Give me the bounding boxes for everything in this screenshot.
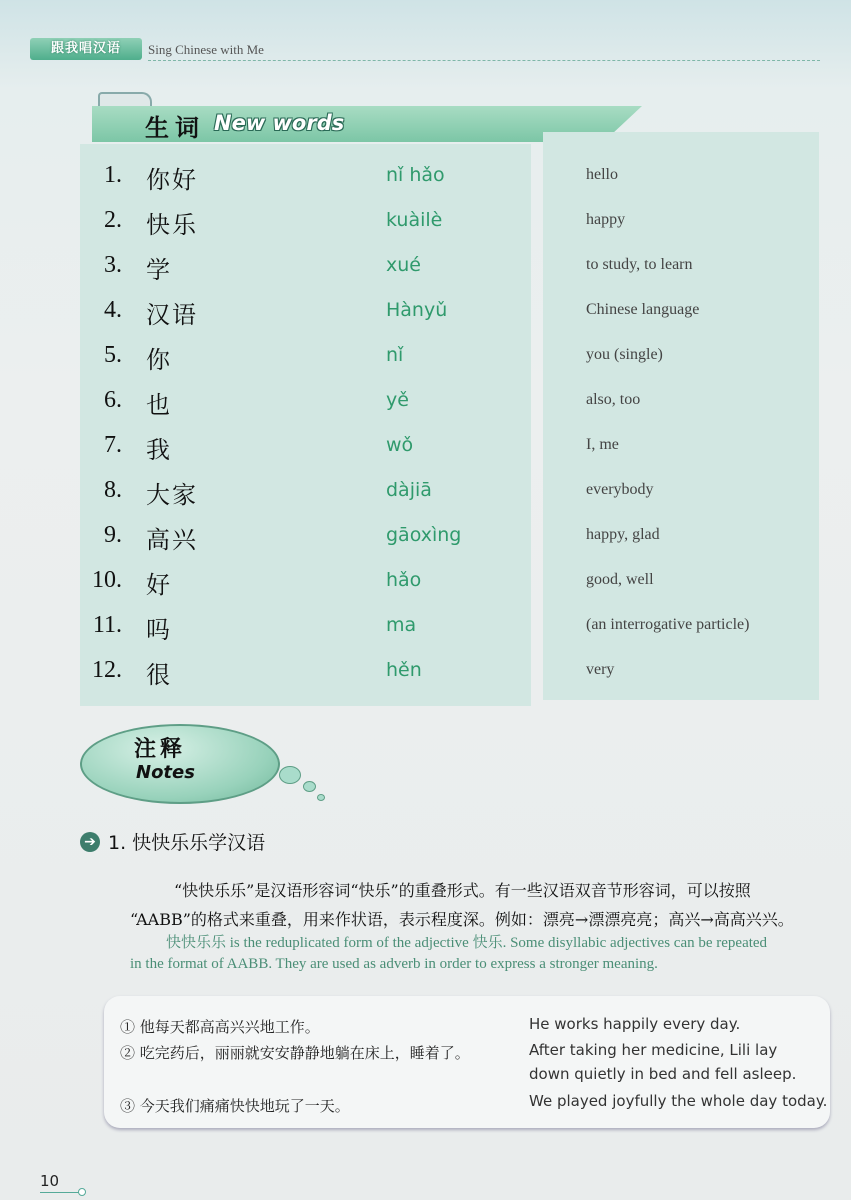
vocab-english: Chinese language: [586, 301, 700, 318]
vocab-number: 11.: [92, 612, 122, 638]
notes-title-zh: 注释: [134, 737, 187, 762]
note-zh-line: [130, 905, 830, 934]
vocab-pinyin: hěn: [386, 659, 422, 681]
vocab-pinyin: wǒ: [386, 434, 414, 456]
vocab-row: [0, 252, 851, 292]
note-en-line: [130, 933, 830, 954]
note-en-line: [130, 954, 830, 975]
vocab-english: also, too: [586, 391, 641, 408]
page-number: 10: [40, 1172, 60, 1190]
note-heading: 1. 快快乐乐学汉语: [108, 832, 266, 854]
vocab-english: everybody: [586, 481, 654, 498]
vocab-hanzi: 快乐: [146, 211, 198, 239]
example-zh: ② 吃完药后，丽丽就安安静静地躺在床上，睡着了。: [120, 1044, 470, 1062]
vocab-pinyin: yě: [386, 389, 409, 411]
vocab-hanzi: 你好: [146, 166, 198, 194]
vocab-row: [0, 432, 851, 472]
vocab-pinyin: dàjiā: [386, 479, 432, 501]
note-paragraph-zh: [130, 876, 830, 934]
vocab-number: 5.: [104, 342, 122, 368]
note-zh-line: [130, 876, 830, 905]
vocab-number: 8.: [104, 477, 122, 503]
vocab-hanzi: 大家: [146, 481, 198, 509]
note-paragraph-en: [130, 933, 830, 975]
series-subtitle: Sing Chinese with Me: [148, 42, 264, 57]
vocab-number: 4.: [104, 297, 122, 323]
vocab-number: 1.: [104, 162, 122, 188]
vocab-hanzi: 很: [146, 661, 172, 689]
header-divider: [148, 60, 820, 61]
vocab-row: [0, 477, 851, 517]
vocab-hanzi: 吗: [146, 616, 172, 644]
vocab-row: [0, 567, 851, 607]
vocab-row: [0, 342, 851, 382]
vocab-hanzi: 学: [146, 256, 172, 284]
example-en: He works happily every day.: [529, 1015, 741, 1033]
new-words-title-zh: 生词: [145, 114, 205, 142]
example-zh: ① 他每天都高高兴兴地工作。: [120, 1018, 320, 1036]
page-number-rule: [40, 1192, 80, 1193]
vocab-number: 6.: [104, 387, 122, 413]
vocab-pinyin: xué: [386, 254, 421, 276]
vocab-row: [0, 207, 851, 247]
vocab-number: 12.: [92, 657, 122, 683]
vocab-hanzi: 好: [146, 571, 172, 599]
vocab-english: (an interrogative particle): [586, 616, 750, 633]
example-zh: ③ 今天我们痛痛快快地玩了一天。: [120, 1097, 350, 1115]
example-en: down quietly in bed and fell asleep.: [529, 1065, 797, 1083]
notes-title-en: Notes: [136, 762, 195, 783]
running-header: [30, 38, 820, 66]
series-badge: 跟我唱汉语: [30, 38, 142, 60]
note-zh-text: “AABB”的格式来重叠，用来作状语，表示程度深。例如：漂亮→漂漂亮亮；高兴→高高兴兴。: [130, 910, 794, 929]
vocab-row: [0, 522, 851, 562]
vocab-pinyin: nǐ: [386, 344, 404, 366]
vocab-row: [0, 612, 851, 652]
bubble-dot-large: [279, 766, 301, 784]
vocab-row: [0, 162, 851, 202]
vocab-number: 7.: [104, 432, 122, 458]
bubble-dot-medium: [303, 781, 316, 792]
vocab-hanzi: 高兴: [146, 526, 198, 554]
arrow-circle-icon: ➔: [80, 832, 100, 852]
vocab-hanzi: 也: [146, 391, 172, 419]
vocab-number: 10.: [92, 567, 122, 593]
bubble-dot-small: [317, 794, 325, 801]
page-number-dot: [78, 1188, 86, 1196]
vocab-english: happy: [586, 211, 626, 228]
example-en: We played joyfully the whole day today.: [529, 1092, 828, 1110]
vocab-pinyin: gāoxìng: [386, 524, 462, 546]
vocab-english: you (single): [586, 346, 663, 363]
vocab-pinyin: Hànyǔ: [386, 299, 448, 321]
vocab-english: good, well: [586, 571, 654, 588]
vocab-english: I, me: [586, 436, 619, 453]
vocab-pinyin: hǎo: [386, 569, 422, 591]
example-en: After taking her medicine, Lili lay: [529, 1041, 778, 1059]
vocab-number: 3.: [104, 252, 122, 278]
note-zh-text: “快快乐乐”是汉语形容词“快乐”的重叠形式。有一些汉语双音节形容词，可以按照: [174, 881, 751, 900]
vocab-hanzi: 汉语: [146, 301, 198, 329]
vocab-pinyin: kuàilè: [386, 209, 443, 231]
vocab-english: very: [586, 661, 615, 678]
vocab-pinyin: nǐ hǎo: [386, 164, 445, 186]
new-words-title-en: New words: [214, 111, 345, 135]
note-en-text: in the format of AABB. They are used as adverb in order to express a stronger meaning.: [130, 956, 658, 972]
vocab-hanzi: 你: [146, 346, 172, 374]
vocab-english: hello: [586, 166, 618, 183]
vocab-row: [0, 297, 851, 337]
vocab-english: happy, glad: [586, 526, 660, 543]
note-en-text: 快快乐乐 is the reduplicated form of the adjective 快乐. Some disyllabic adjectives can be repeated: [166, 935, 768, 951]
vocab-number: 9.: [104, 522, 122, 548]
vocab-pinyin: ma: [386, 614, 417, 636]
vocab-number: 2.: [104, 207, 122, 233]
vocab-english: to study, to learn: [586, 256, 693, 273]
vocab-hanzi: 我: [146, 436, 172, 464]
vocab-row: [0, 387, 851, 427]
vocab-row: [0, 657, 851, 697]
